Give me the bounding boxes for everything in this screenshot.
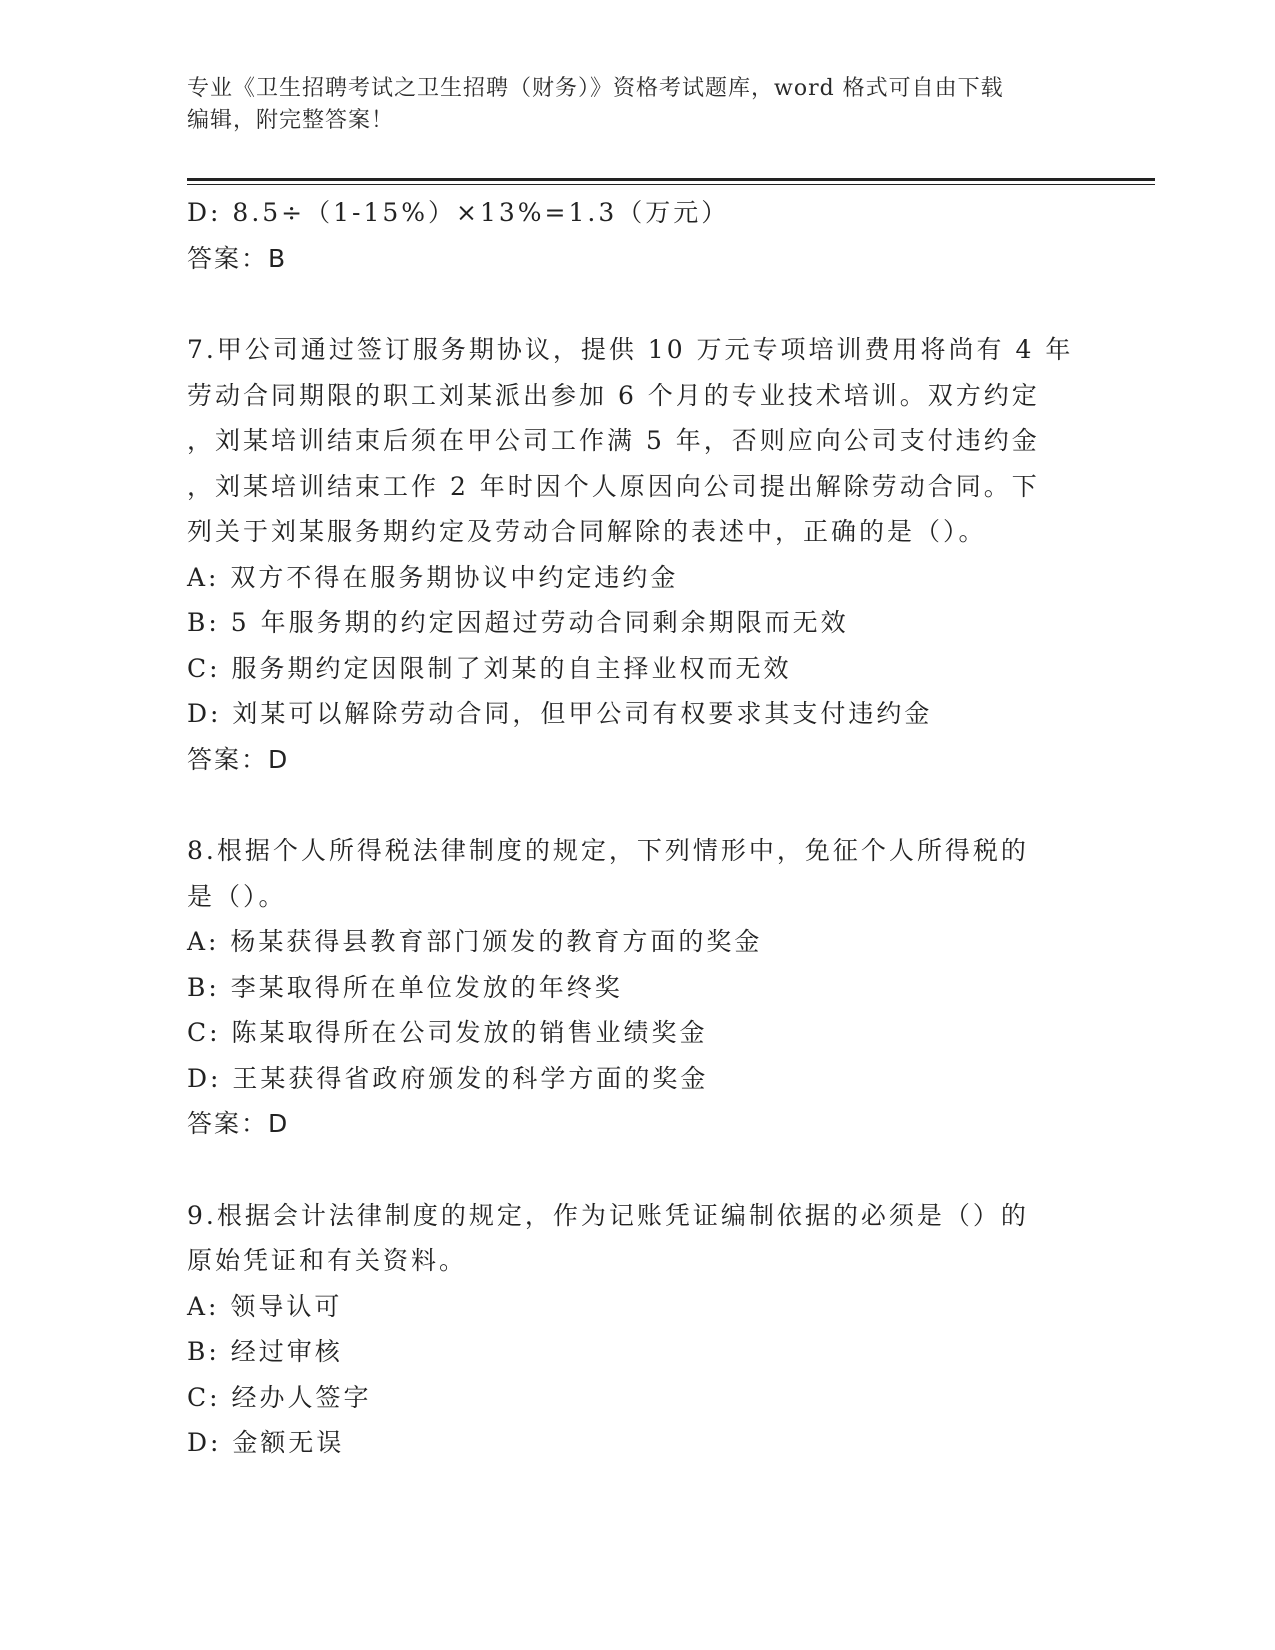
question-text-line: 7.甲公司通过签订服务期协议，提供 10 万元专项培训费用将尚有 4 年 <box>187 335 1074 364</box>
question-text-line: 原始凭证和有关资料。 <box>187 1246 468 1275</box>
answer: 答案：B <box>187 243 288 273</box>
document-body <box>187 190 1087 1466</box>
question-7 <box>187 327 1087 782</box>
option-b: B: 经过审核 <box>187 1337 343 1366</box>
option-a: A: 领导认可 <box>187 1291 343 1321</box>
spacer <box>187 1147 1087 1193</box>
option-d: D: 金额无误 <box>187 1428 345 1457</box>
option-c: C: 服务期约定因限制了刘某的自主择业权而无效 <box>187 653 792 683</box>
previous-question-tail <box>187 190 1087 281</box>
document-header <box>187 73 1087 137</box>
header-divider-thick <box>187 178 1155 181</box>
question-text-line: 是（）。 <box>187 881 287 911</box>
answer: 答案：D <box>187 1109 290 1138</box>
question-9 <box>187 1193 1087 1466</box>
option-a: A: 杨某获得县教育部门颁发的教育方面的奖金 <box>187 927 763 956</box>
option-c: C: 陈某取得所在公司发放的销售业绩奖金 <box>187 1018 708 1047</box>
option-c: C: 经办人签字 <box>187 1382 372 1412</box>
answer: 答案：D <box>187 744 290 774</box>
option-b: B: 李某取得所在单位发放的年终奖 <box>187 972 623 1002</box>
spacer <box>187 782 1087 828</box>
question-text-line: 8.根据个人所得税法律制度的规定，下列情形中，免征个人所得税的 <box>187 836 1029 865</box>
question-text-line: 劳动合同期限的职工刘某派出参加 6 个月的专业技术培训。双方约定 <box>187 380 1040 410</box>
header-line-2: 编辑，附完整答案！ <box>187 108 395 133</box>
option-d: D: 刘某可以解除劳动合同，但甲公司有权要求其支付违约金 <box>187 699 933 728</box>
option-b: B: 5 年服务期的约定因超过劳动合同剩余期限而无效 <box>187 608 849 637</box>
option-d: D: 王某获得省政府颁发的科学方面的奖金 <box>187 1063 709 1093</box>
question-text-line: 9.根据会计法律制度的规定，作为记账凭证编制依据的必须是（）的 <box>187 1200 1029 1230</box>
question-text-line: 列关于刘某服务期约定及劳动合同解除的表述中，正确的是（）。 <box>187 517 987 546</box>
question-text-line: ，刘某培训结束后须在甲公司工作满 5 年，否则应向公司支付违约金 <box>187 426 1040 455</box>
option-a: A: 双方不得在服务期协议中约定违约金 <box>187 562 679 592</box>
header-line-1: 专业《卫生招聘考试之卫生招聘（财务）》资格考试题库，word 格式可自由下载 <box>187 76 1004 101</box>
spacer <box>187 281 1087 327</box>
option-d: D: 8.5÷（1-15%）×13%=1.3（万元） <box>187 198 730 227</box>
question-8 <box>187 828 1087 1147</box>
header-divider-thin <box>187 184 1155 185</box>
question-text-line: ，刘某培训结束工作 2 年时因个人原因向公司提出解除劳动合同。下 <box>187 471 1040 501</box>
